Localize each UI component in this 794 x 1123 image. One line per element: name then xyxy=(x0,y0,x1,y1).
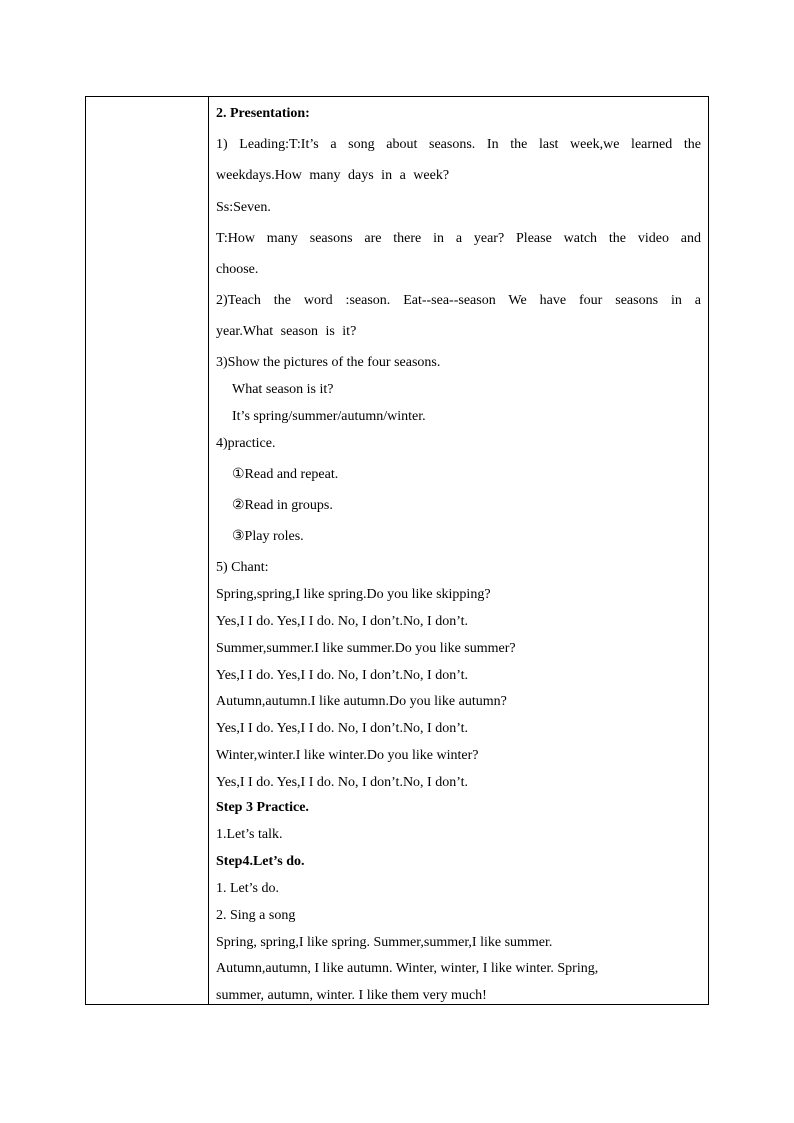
chant-line: Yes,I I do. Yes,I I do. No, I don’t.No, I don’t. xyxy=(216,614,469,629)
text-line: year.What season is it? xyxy=(216,324,357,339)
left-column-cell xyxy=(86,97,209,1004)
chant-line: Winter,winter.I like winter.Do you like winter? xyxy=(216,748,479,763)
song-line: Spring, spring,I like spring. Summer,summer,I like summer. xyxy=(216,935,553,950)
list-item: ①Read and repeat. xyxy=(232,467,339,482)
chant-line: Autumn,autumn.I like autumn.Do you like autumn? xyxy=(216,694,507,709)
text-line: 3)Show the pictures of the four seasons. xyxy=(216,355,441,370)
text-line: 4)practice. xyxy=(216,436,276,451)
text-line: Ss:Seven. xyxy=(216,200,271,215)
text-line: 2. Sing a song xyxy=(216,908,296,923)
song-line: Autumn,autumn, I like autumn. Winter, winter, I like winter. Spring, xyxy=(216,961,599,976)
content-cell xyxy=(209,97,708,1004)
chant-line: Summer,summer.I like summer.Do you like summer? xyxy=(216,641,516,656)
text-line: choose. xyxy=(216,262,259,277)
text-line: 1) Leading:T:It’s a song about seasons. In the last week,we learned the xyxy=(216,137,701,152)
text-line: weekdays.How many days in a week? xyxy=(216,168,450,183)
chant-line: Yes,I I do. Yes,I I do. No, I don’t.No, I don’t. xyxy=(216,668,469,683)
chant-line: Spring,spring,I like spring.Do you like skipping? xyxy=(216,587,491,602)
song-line: summer, autumn, winter. I like them very much! xyxy=(216,988,487,1003)
step3-heading: Step 3 Practice. xyxy=(216,800,309,815)
text-line: T:How many seasons are there in a year? Please watch the video and xyxy=(216,231,701,246)
text-line: It’s spring/summer/autumn/winter. xyxy=(232,409,426,424)
step4-heading: Step4.Let’s do. xyxy=(216,854,305,869)
chant-line: Yes,I I do. Yes,I I do. No, I don’t.No, I don’t. xyxy=(216,775,469,790)
lesson-table xyxy=(85,96,709,1005)
text-line: What season is it? xyxy=(232,382,334,397)
list-item: ②Read in groups. xyxy=(232,498,333,513)
text-line: 5) Chant: xyxy=(216,560,269,575)
text-line: 1. Let’s do. xyxy=(216,881,279,896)
text-line: 1.Let’s talk. xyxy=(216,827,283,842)
list-item: ③Play roles. xyxy=(232,529,304,544)
text-line: 2)Teach the word :season. Eat--sea--season We have four seasons in a xyxy=(216,293,701,308)
presentation-heading: 2. Presentation: xyxy=(216,106,310,121)
chant-line: Yes,I I do. Yes,I I do. No, I don’t.No, I don’t. xyxy=(216,721,469,736)
